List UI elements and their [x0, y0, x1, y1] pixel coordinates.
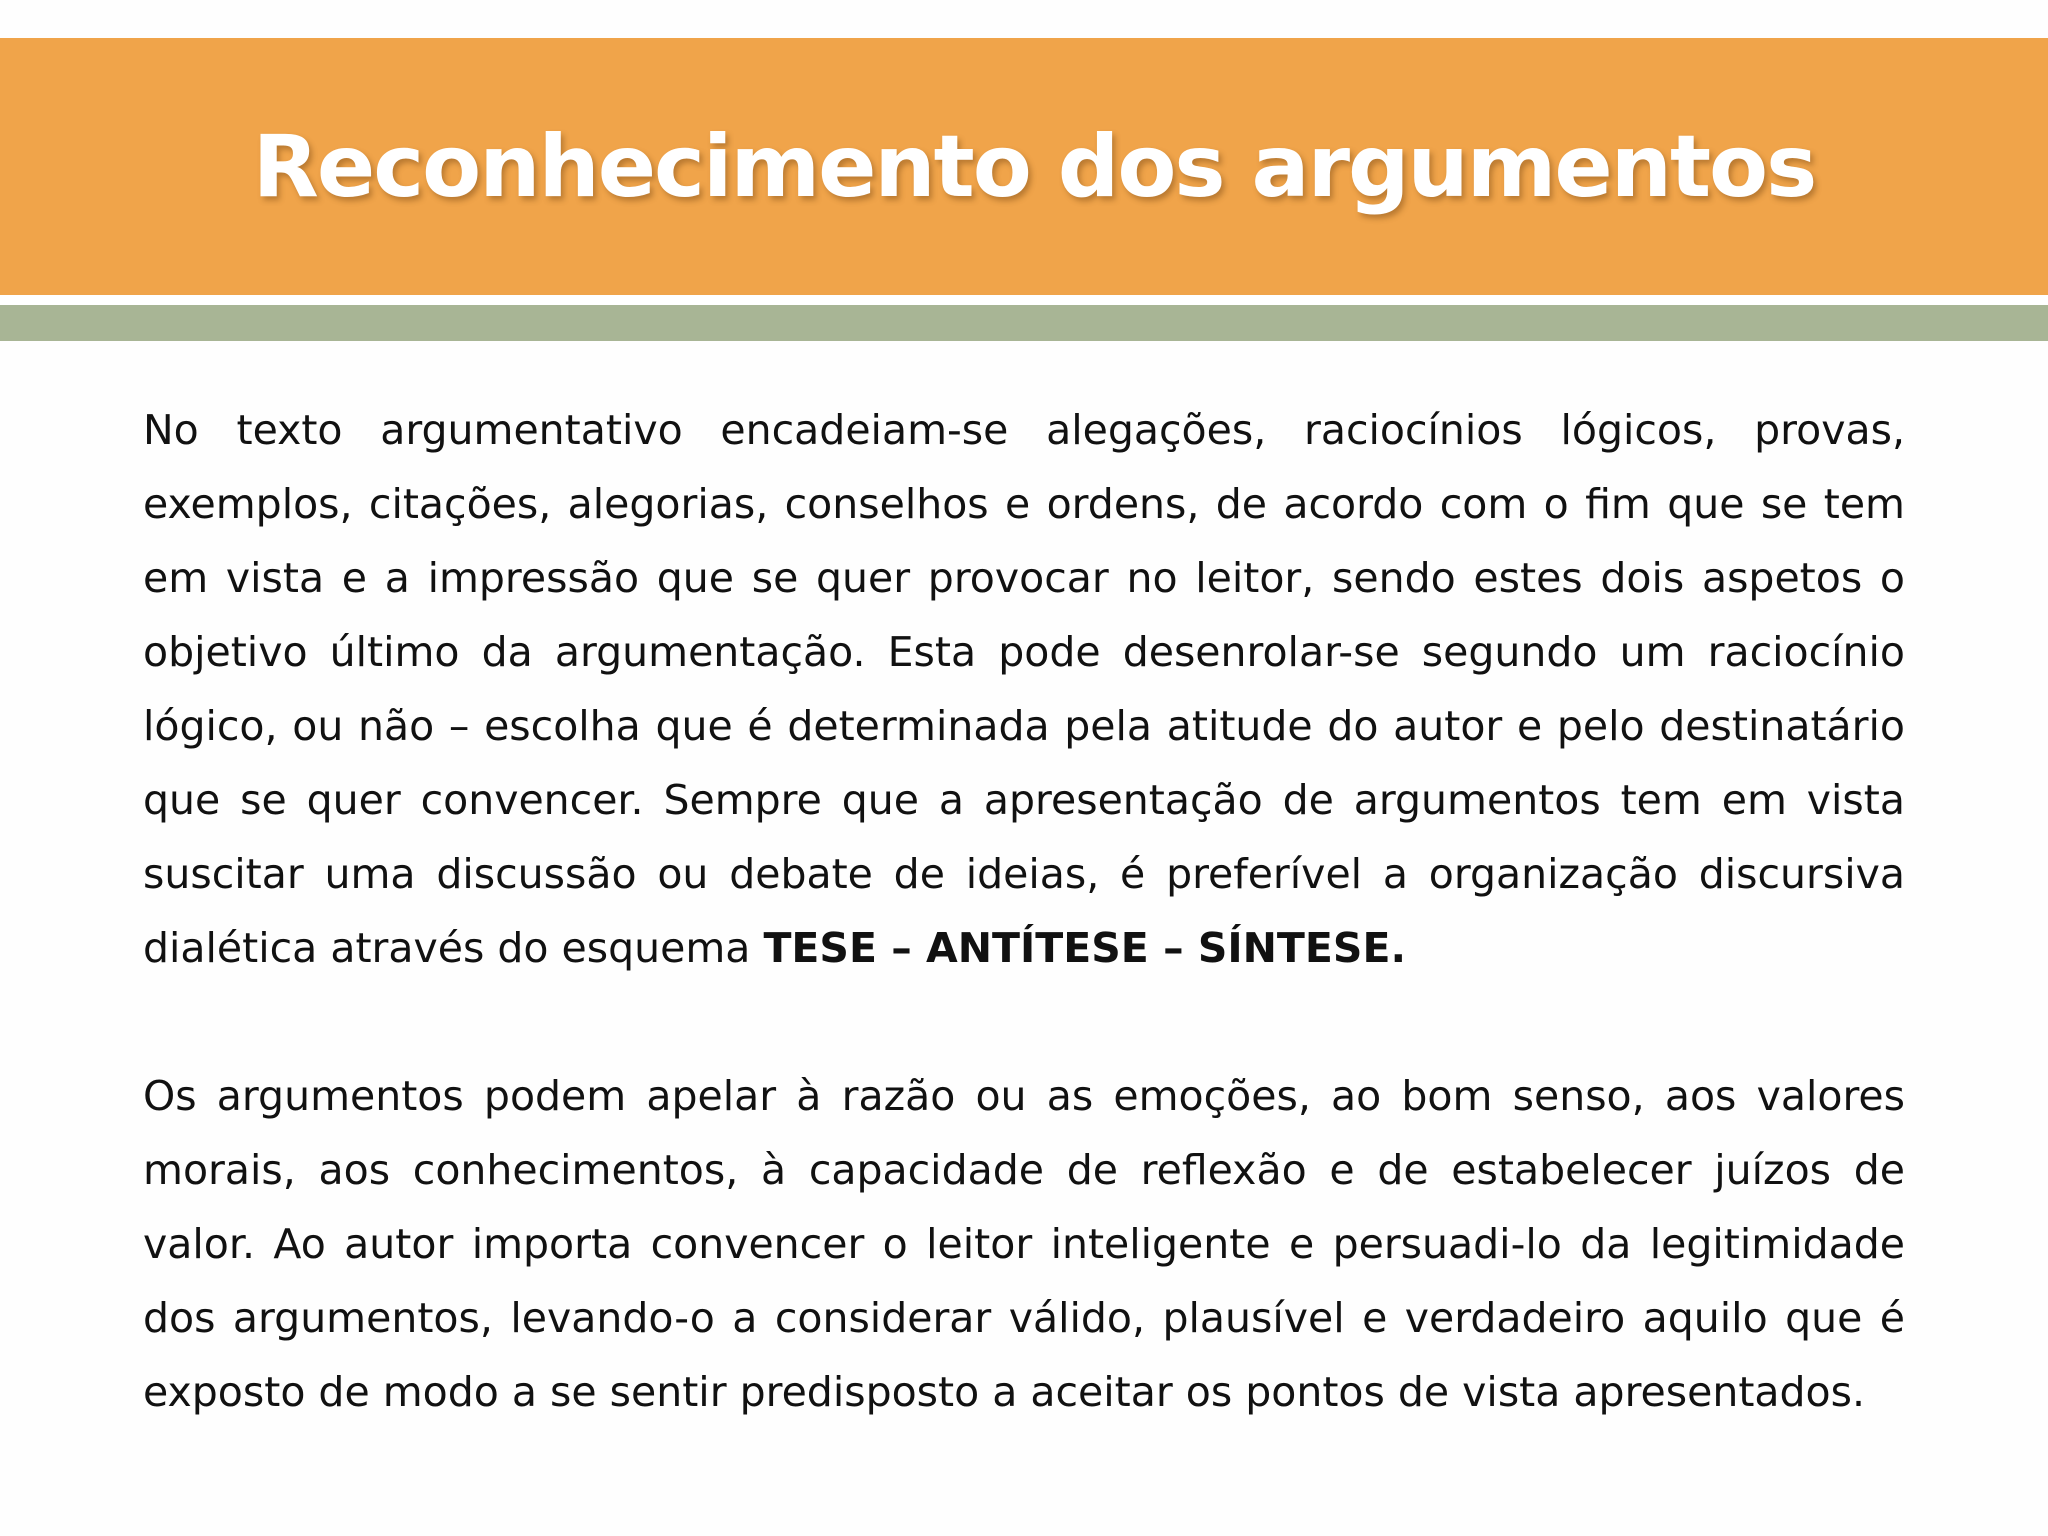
paragraph-appeals: Os argumentos podem apelar à razão ou as emoções, ao bom senso, aos valores morais, aos conhecimentos, à capacidade de reflexão e de estabelecer juízos de valor. Ao autor importa convencer o leitor inteligente e persuadi-lo da legitimidade dos argumentos, levando-o a considerar válido, plausível e verdadeiro aquilo que é exposto de modo a se sentir predisposto a aceitar os pontos de vista apresentados.: [143, 1072, 1905, 1416]
slide-title: Reconhecimento dos argumentos: [252, 116, 1816, 217]
paragraph-argumentation: [143, 393, 1905, 985]
accent-rule: [0, 305, 2048, 341]
paragraph-argumentation-text: No texto argumentativo encadeiam-se alegações, raciocínios lógicos, provas, exemplos, citações, alegorias, conselhos e ordens, de acordo com o fim que se tem em vista e a impressão que se quer provocar no leitor, sendo estes dois aspetos o objetivo último da argumentação. Esta pode desenrolar-se segundo um raciocínio lógico, ou não – escolha que é determinada pela atitude do autor e pelo destinatário que se quer convencer. Sempre que a apresentação de argumentos tem em vista suscitar uma discussão ou debate de ideias, é preferível a organização discursiva dialética através do esquema: [143, 406, 1905, 972]
dialectic-scheme-emphasis: TESE – ANTÍTESE – SÍNTESE.: [763, 924, 1407, 972]
title-bar: [0, 38, 2048, 295]
title-separator: [0, 295, 2048, 305]
slide-body: [143, 393, 1905, 1429]
